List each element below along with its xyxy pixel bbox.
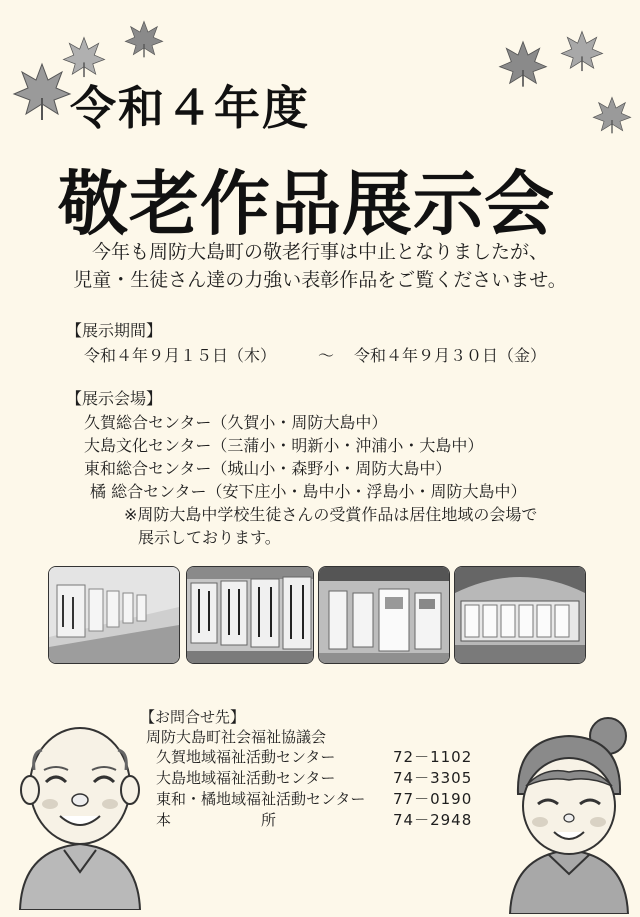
period-heading: 【展示期間】	[66, 321, 163, 340]
intro-line-2: 児童・生徒さん達の力強い表彰作品をご覧くださいませ。	[73, 269, 567, 291]
contact-phone: 72－1102	[393, 748, 473, 766]
exhibition-photo	[318, 566, 450, 664]
exhibition-photo	[454, 566, 586, 664]
period-end: 令和４年９月３０日（金）	[354, 346, 547, 365]
elderly-man-icon	[12, 700, 148, 910]
contact-heading: 【お問合せ先】	[140, 708, 246, 726]
maple-leaf-icon	[560, 30, 604, 74]
maple-leaf-icon	[124, 20, 164, 60]
venue-note: ※周防大島中学校生徒さんの受賞作品は居住地域の会場で	[124, 505, 538, 524]
contact-name: 大島地域福祉活動センター	[156, 769, 336, 787]
contact-phone: 74－2948	[393, 811, 473, 829]
contact-name: 本 所	[156, 811, 277, 829]
contact-org: 周防大島町社会福祉協議会	[146, 728, 327, 746]
period-separator: ～	[318, 346, 335, 365]
venues-heading: 【展示会場】	[66, 389, 163, 408]
venue-note: 展示しております。	[138, 528, 281, 547]
venue-item: 久賀総合センター（久賀小・周防大島中）	[84, 413, 388, 432]
venue-item: 大島文化センター（三蒲小・明新小・沖浦小・大島中）	[84, 436, 484, 455]
period-start: 令和４年９月１５日（木）	[84, 346, 277, 365]
intro-line-1: 今年も周防大島町の敬老行事は中止となりましたが、	[91, 241, 548, 263]
maple-leaf-icon	[498, 40, 548, 90]
contact-name: 久賀地域福祉活動センター	[156, 748, 336, 766]
contact-phone: 77－0190	[393, 790, 473, 808]
contact-phone: 74－3305	[393, 769, 473, 787]
exhibition-photo	[48, 566, 180, 664]
page-title: 敬老作品展示会	[58, 163, 555, 245]
era-title: 令和４年度	[70, 81, 310, 135]
maple-leaf-icon	[592, 96, 632, 136]
exhibition-photo	[186, 566, 314, 664]
venue-item: 東和総合センター（城山小・森野小・周防大島中）	[84, 459, 452, 478]
contact-name: 東和・橘地域福祉活動センター	[156, 790, 366, 808]
elderly-woman-icon	[504, 714, 634, 914]
venue-item: 橘 総合センター（安下庄小・島中小・浮島小・周防大島中）	[90, 482, 527, 501]
